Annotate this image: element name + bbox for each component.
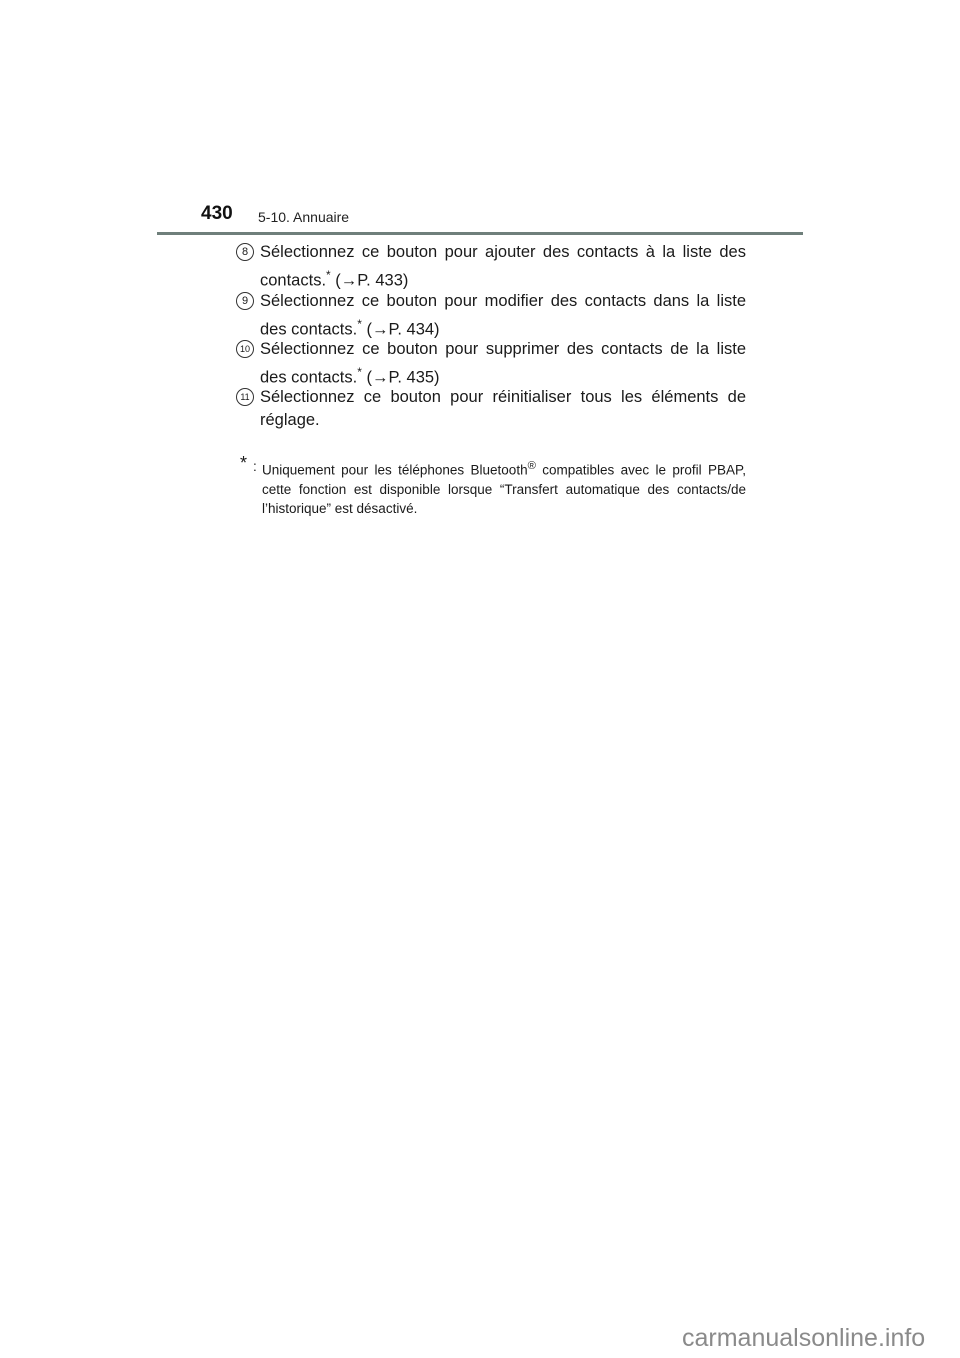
list-item [236, 290, 746, 342]
item-number-badge: 9 [236, 292, 254, 310]
footnote-star: * [326, 268, 331, 282]
header-rule [157, 232, 803, 235]
footnote-marker: * [240, 453, 248, 473]
page-number: 430 [201, 203, 233, 224]
footnote-colon: : [253, 459, 257, 474]
footnote-text-cont: compatibles avec le profil PBAP, cette fonction est disponible lorsque “Transfert automatique des contacts/de l’historique” est désactivé. [262, 462, 746, 516]
page-reference[interactable]: (→P. 433) [330, 271, 409, 290]
item-number-badge: 11 [236, 388, 254, 406]
item-text: Sélectionnez ce bouton pour réinitialiser tous les éléments de réglage. [260, 388, 746, 429]
registered-mark: ® [527, 460, 536, 472]
footnote-star: * [357, 365, 362, 379]
item-text: Sélectionnez ce bouton pour modifier des contacts dans la liste des contacts. [260, 292, 746, 339]
watermark: carmanualsonline.info [682, 1324, 926, 1352]
page-reference[interactable]: (→P. 434) [361, 320, 440, 339]
footnote-star: * [357, 317, 362, 331]
item-number-badge: 8 [236, 243, 254, 261]
list-item [236, 338, 746, 390]
list-item [236, 241, 746, 293]
section-title: 5-10. Annuaire [258, 209, 350, 225]
footnote-text: Uniquement pour les téléphones Bluetooth [262, 462, 528, 478]
item-number-badge: 10 [236, 340, 254, 358]
item-text: Sélectionnez ce bouton pour supprimer des contacts de la liste des contacts. [260, 340, 746, 387]
item-text: Sélectionnez ce bouton pour ajouter des contacts à la liste des contacts. [260, 243, 746, 290]
page-reference[interactable]: (→P. 435) [361, 368, 440, 387]
footnote [240, 453, 746, 518]
list-item [236, 386, 746, 432]
